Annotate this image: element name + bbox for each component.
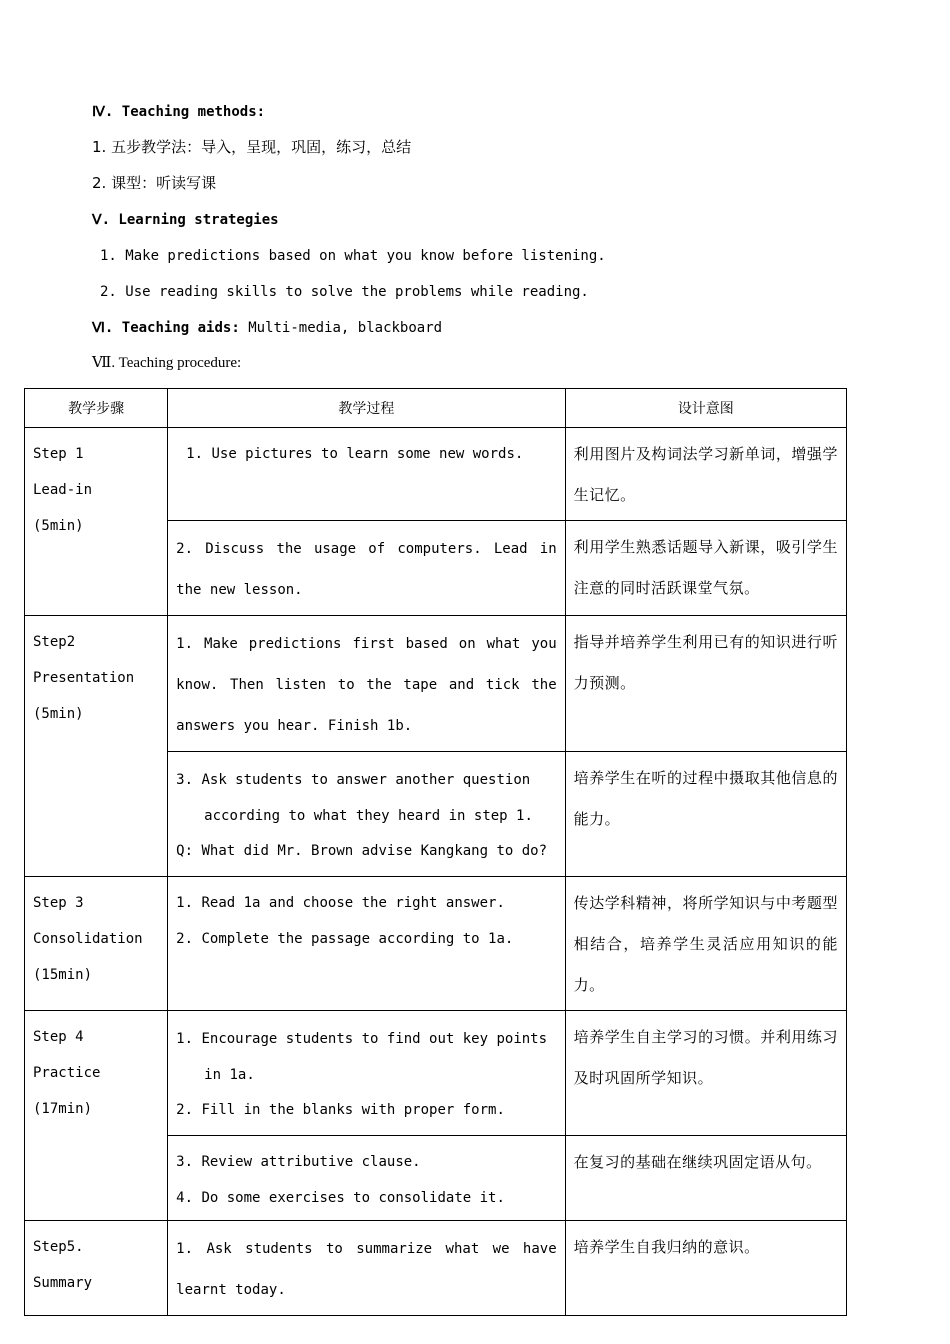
table-row: [25, 616, 847, 752]
teaching-procedure-table: [24, 388, 847, 1316]
step-name: Consolidation: [33, 931, 143, 947]
process-text: 3. Ask students to answer another question: [176, 772, 531, 788]
intent-cell: 传达学科精神，将所学知识与中考题型相结合，培养学生灵活应用知识的能力。: [565, 877, 846, 1011]
process-text: in 1a.: [204, 1067, 255, 1083]
method-item-2: 2. 课型：听读写课: [92, 174, 217, 192]
intent-cell: 培养学生自主学习的习惯。并利用练习及时巩固所学知识。: [565, 1011, 846, 1136]
table-row: [25, 1221, 847, 1316]
step-name: Lead-in: [33, 482, 93, 498]
step-label: Step5.: [33, 1239, 84, 1255]
intent-cell: 指导并培养学生利用已有的知识进行听力预测。: [565, 616, 846, 752]
process-text: 1. Use pictures to learn some new words.: [186, 446, 524, 462]
process-cell: 1. Make predictions first based on what you know. Then listen to the tape and tick the answers you hear. Finish 1b.: [168, 616, 565, 752]
section-teaching-methods-title: Ⅳ. Teaching methods:: [92, 104, 266, 120]
strategy-item-1: 1. Make predictions based on what you know before listening.: [100, 248, 606, 264]
intent-cell: 在复习的基础在继续巩固定语从句。: [565, 1136, 846, 1221]
process-cell: 1. Ask students to summarize what we have learnt today.: [168, 1221, 565, 1316]
process-text: 2. Fill in the blanks with proper form.: [176, 1102, 505, 1118]
header-step: 教学步骤: [25, 389, 168, 428]
process-cell: [168, 1011, 565, 1136]
strategy-item-2: 2. Use reading skills to solve the problems while reading.: [100, 284, 589, 300]
step-name: Practice: [33, 1065, 101, 1081]
intent-cell: 利用学生熟悉话题导入新课，吸引学生注意的同时活跃课堂气氛。: [565, 521, 846, 616]
step-cell: [25, 616, 168, 877]
step-name: Summary: [33, 1275, 93, 1291]
step-duration: (17min): [33, 1101, 93, 1117]
process-cell: 2. Discuss the usage of computers. Lead in the new lesson.: [168, 521, 565, 616]
process-text: 4. Do some exercises to consolidate it.: [176, 1190, 505, 1206]
intent-cell: 培养学生在听的过程中摄取其他信息的能力。: [565, 752, 846, 877]
intent-cell: 培养学生自我归纳的意识。: [565, 1221, 846, 1316]
process-text: Q: What did Mr. Brown advise Kangkang to do?: [176, 843, 548, 859]
process-cell: [168, 1136, 565, 1221]
step-cell: [25, 1011, 168, 1221]
step-duration: (15min): [33, 967, 93, 983]
step-duration: (5min): [33, 518, 84, 534]
table-row: [25, 877, 847, 1011]
table-header-row: [25, 389, 847, 428]
process-text: 2. Complete the passage according to 1a.: [176, 931, 514, 947]
header-process: 教学过程: [168, 389, 565, 428]
step-label: Step 4: [33, 1029, 84, 1045]
table-row: [25, 1011, 847, 1136]
process-cell: [168, 752, 565, 877]
step-label: Step 1: [33, 446, 84, 462]
process-text: according to what they heard in step 1.: [204, 808, 533, 824]
step-cell: [25, 1221, 168, 1316]
header-intent: 设计意图: [565, 389, 846, 428]
section-teaching-procedure-title: Ⅶ. Teaching procedure:: [92, 355, 242, 371]
teaching-aids-line: [92, 318, 442, 338]
step-cell: [25, 428, 168, 616]
method-item-1: 1. 五步教学法：导入，呈现，巩固，练习，总结: [92, 138, 412, 156]
intent-cell: 利用图片及构词法学习新单词，增强学生记忆。: [565, 428, 846, 521]
step-cell: [25, 877, 168, 1011]
teaching-aids-value: Multi-media, blackboard: [239, 320, 443, 336]
table-row: [25, 428, 847, 521]
step-label: Step 3: [33, 895, 84, 911]
process-text: 1. Encourage students to find out key points: [176, 1031, 548, 1047]
step-label: Step2: [33, 634, 76, 650]
step-duration: (5min): [33, 706, 84, 722]
process-text: 3. Review attributive clause.: [176, 1154, 421, 1170]
process-cell: [168, 428, 565, 521]
process-cell: [168, 877, 565, 1011]
section-learning-strategies-title: Ⅴ. Learning strategies: [92, 212, 279, 228]
teaching-aids-label: Ⅵ. Teaching aids:: [92, 320, 240, 336]
step-name: Presentation: [33, 670, 135, 686]
process-text: 1. Read 1a and choose the right answer.: [176, 895, 505, 911]
